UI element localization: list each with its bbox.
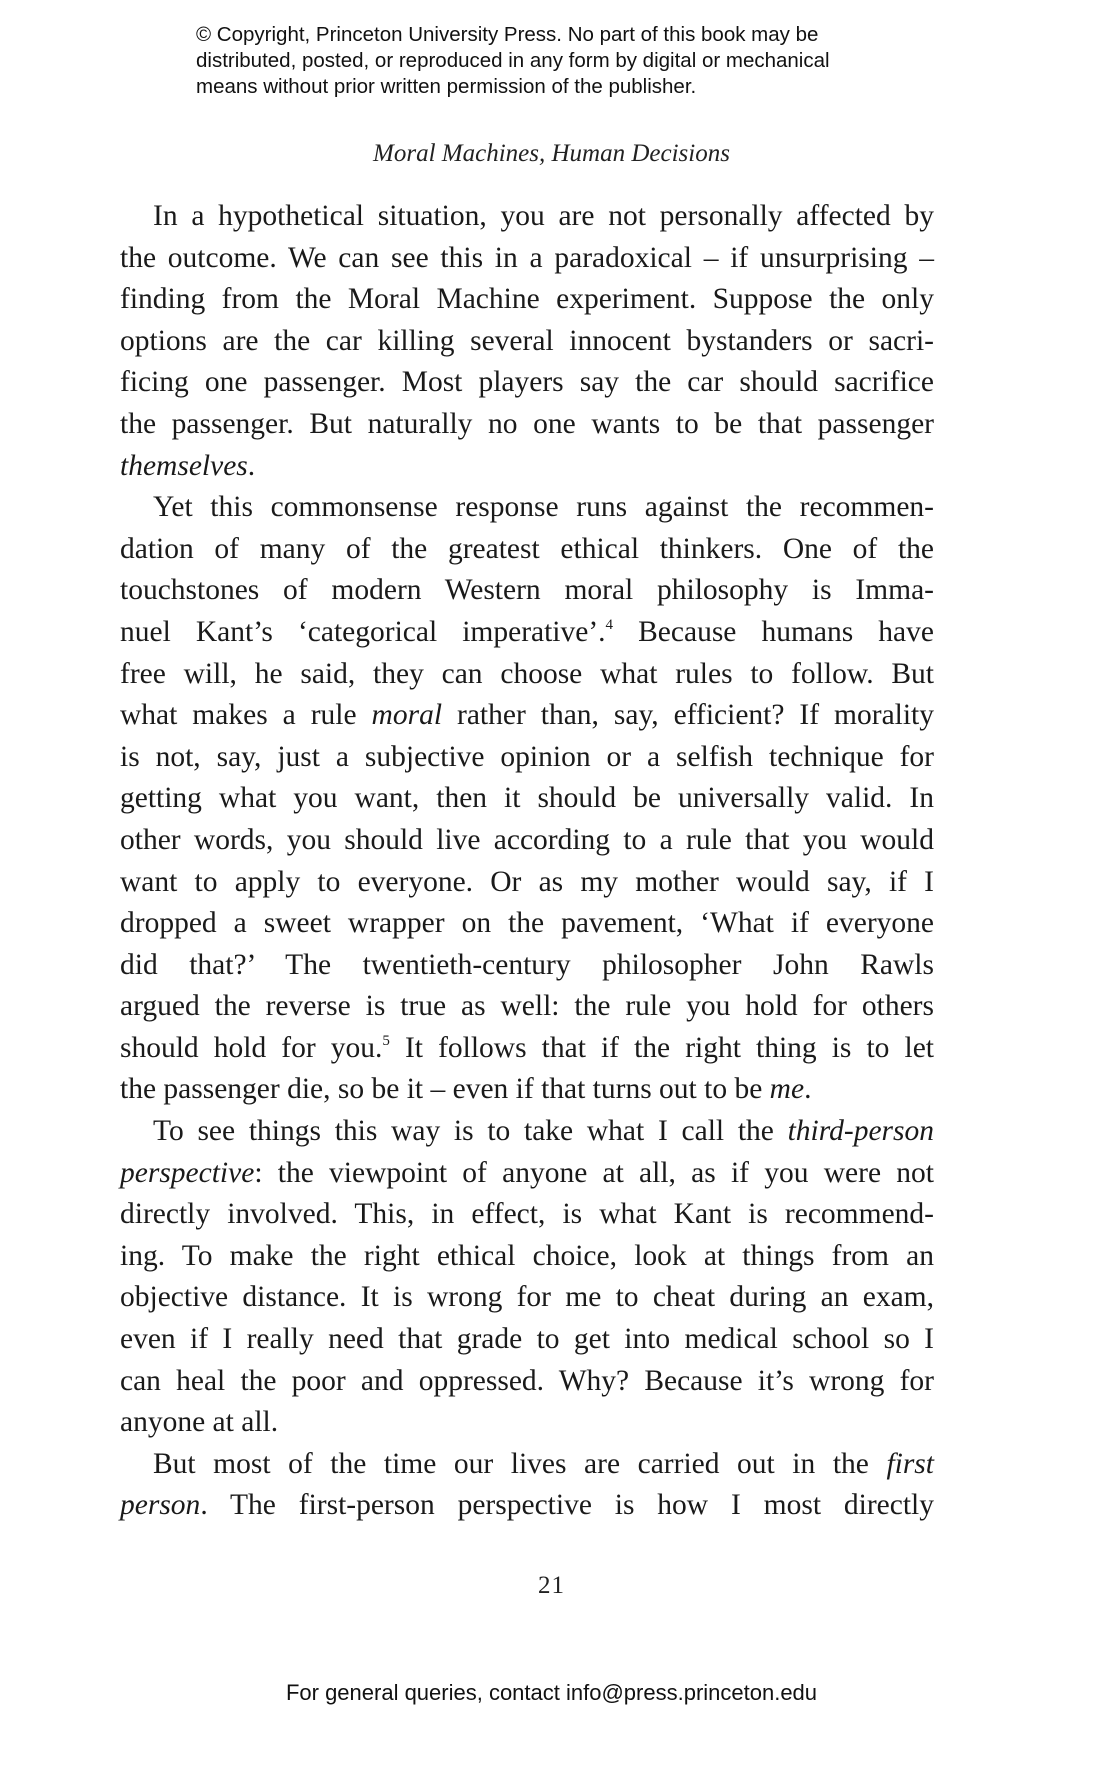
text-line: getting what you want, then it should be universally valid. In: [120, 782, 934, 815]
text-line: [120, 1028, 934, 1070]
text-line: touchstones of modern Western moral philosophy is Imma-: [120, 574, 934, 607]
text-fragment: To see things this way is to take what I call the: [153, 1115, 788, 1148]
copyright-notice: [196, 22, 956, 100]
copyright-line: means without prior written permission of the publisher.: [196, 75, 697, 98]
text-fragment: the passenger die, so be it – even if that turns out to be: [120, 1073, 770, 1106]
text-line: dropped a sweet wrapper on the pavement, ‘What if everyone: [120, 907, 934, 940]
text-fragment: nuel Kant’s ‘categorical imperative’.: [120, 615, 606, 648]
paragraph: [120, 1111, 934, 1444]
footer-contact: For general queries, contact info@press.princeton.edu: [285, 1680, 818, 1705]
text-line: argued the reverse is true as well: the rule you hold for others: [120, 990, 934, 1023]
text-line: free will, he said, they can choose what rules to follow. But: [120, 657, 934, 690]
text-line: [120, 612, 934, 654]
text-line: dation of many of the greatest ethical thinkers. One of the: [120, 532, 934, 565]
italic-text: person: [120, 1489, 201, 1522]
text-line: can heal the poor and oppressed. Why? Because it’s wrong for: [120, 1364, 934, 1397]
text-line: [120, 695, 934, 737]
text-line: even if I really need that grade to get into medical school so I: [120, 1323, 934, 1356]
text-line: other words, you should live according to a rule that you would: [120, 823, 934, 856]
copyright-line: © Copyright, Princeton University Press. No part of this book may be: [196, 23, 819, 46]
italic-text: moral: [371, 699, 443, 732]
footnote-marker: 4: [605, 616, 614, 633]
italic-text: first: [886, 1447, 934, 1480]
italic-text: third-person: [787, 1115, 934, 1148]
text-line: the passenger. But naturally no one wants to be that passenger: [120, 407, 934, 440]
italic-text: me: [769, 1073, 805, 1106]
text-line: [120, 1111, 934, 1153]
text-fragment: .: [804, 1073, 812, 1106]
footnote-marker: 5: [382, 1032, 390, 1049]
text-line: ing. To make the right ethical choice, look at things from an: [120, 1239, 934, 1272]
text-fragment: . The first-person perspective is how I most directly: [200, 1489, 934, 1522]
copyright-line: distributed, posted, or reproduced in any form by digital or mechanical: [196, 49, 830, 72]
text-fragment: should hold for you.: [120, 1031, 383, 1064]
text-line: [120, 446, 934, 488]
text-line: [120, 1485, 934, 1527]
text-fragment: .: [247, 449, 256, 482]
paragraph: [120, 196, 934, 487]
text-line: In a hypothetical situation, you are not personally affected by: [153, 200, 934, 232]
text-line: [120, 1444, 934, 1486]
text-line: [120, 1153, 934, 1195]
text-fragment: Because humans have: [613, 615, 934, 648]
paragraph: [120, 487, 934, 1111]
text-line: Yet this commonsense response runs against the recommen-: [153, 491, 934, 524]
text-fragment: : the viewpoint of anyone at all, as if you were not: [254, 1156, 934, 1189]
text-line: [120, 1069, 934, 1111]
text-line: want to apply to everyone. Or as my mother would say, if I: [120, 865, 934, 898]
body-text: [120, 196, 934, 1527]
text-line: options are the car killing several innocent bystanders or sacri-: [120, 324, 934, 357]
text-fragment: what makes a rule: [120, 699, 372, 732]
text-line: finding from the Moral Machine experiment. Suppose the only: [120, 283, 934, 316]
italic-text: themselves: [120, 449, 248, 482]
text-line: is not, say, just a subjective opinion or a selfish technique for: [120, 740, 934, 773]
text-line: objective distance. It is wrong for me to cheat during an exam,: [120, 1281, 934, 1314]
page-number: 21: [538, 1572, 565, 1599]
text-line: did that?’ The twentieth-century philosopher John Rawls: [120, 948, 934, 981]
paragraph: [120, 1444, 934, 1527]
text-line: directly involved. This, in effect, is what Kant is recommend-: [120, 1198, 934, 1231]
text-fragment: rather than, say, efficient? If morality: [442, 699, 934, 732]
text-fragment: But most of the time our lives are carried out in the: [153, 1447, 887, 1480]
text-line: anyone at all.: [120, 1406, 279, 1439]
italic-text: perspective: [120, 1156, 255, 1189]
running-head: Moral Machines, Human Decisions: [373, 140, 730, 167]
text-line: the outcome. We can see this in a paradoxical – if unsurprising –: [120, 241, 934, 274]
text-fragment: It follows that if the right thing is to let: [389, 1031, 934, 1064]
text-line: ficing one passenger. Most players say the car should sacrifice: [120, 366, 934, 399]
